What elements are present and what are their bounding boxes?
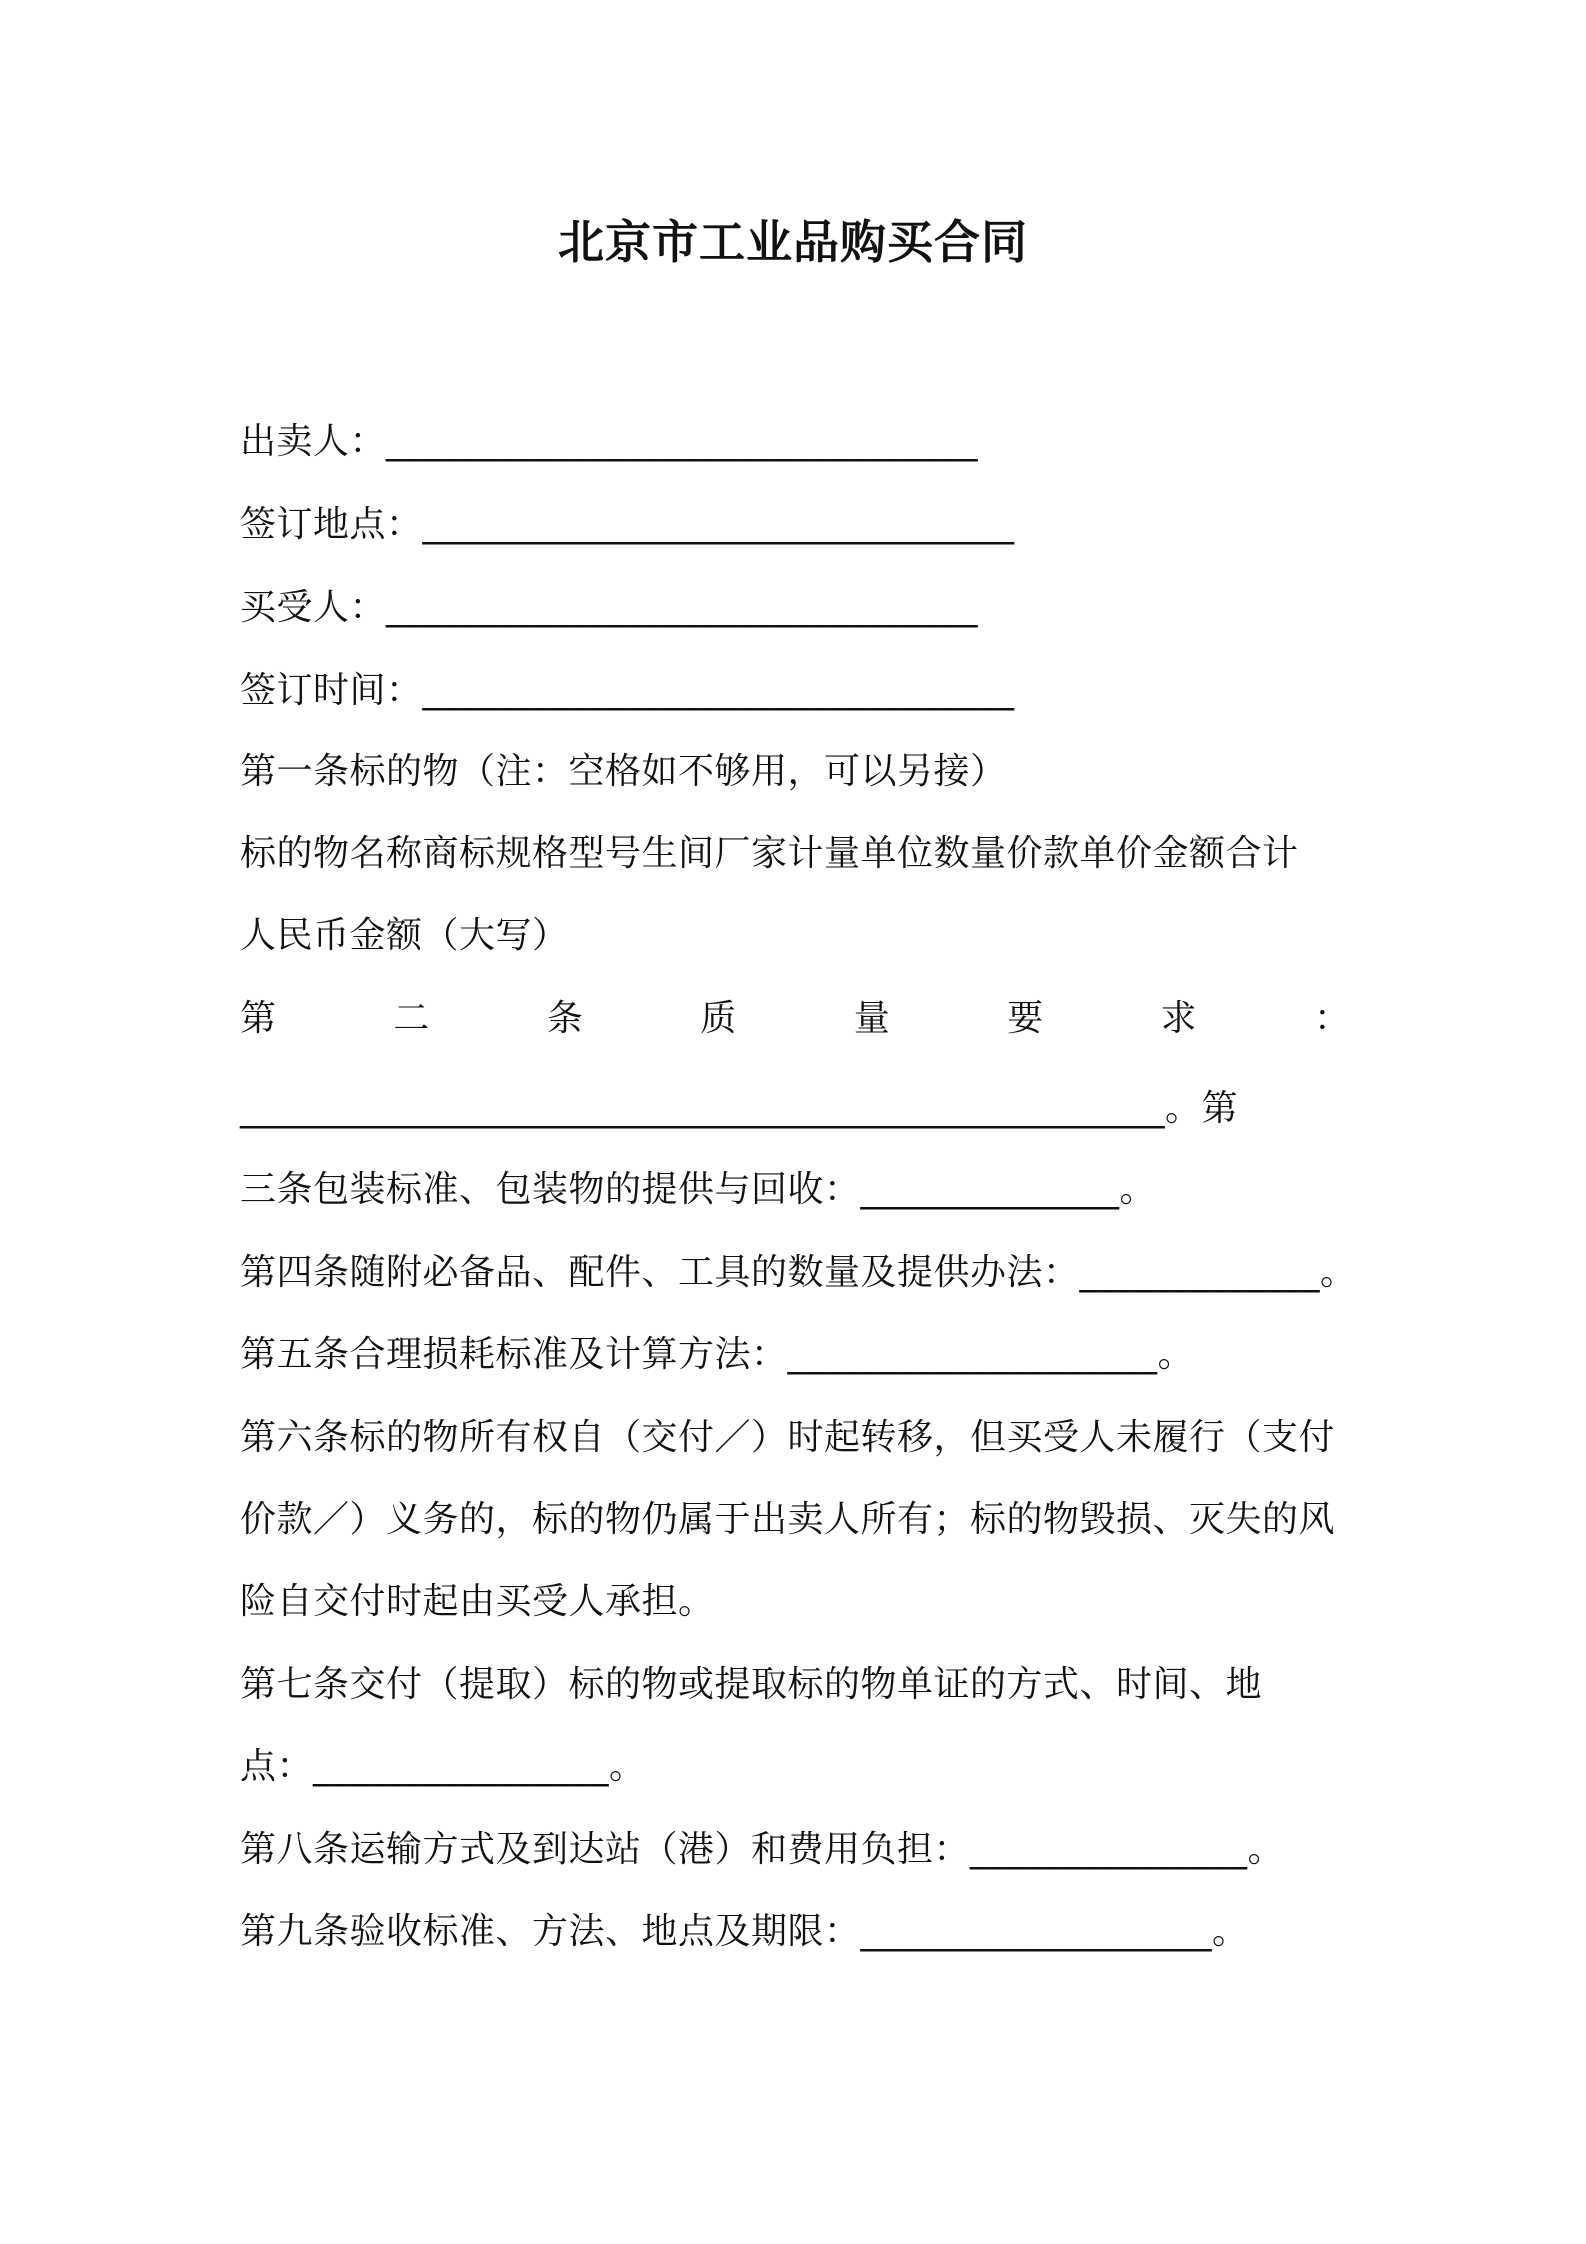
clause-2-blank: __________________________________________________。第 — [240, 1088, 1238, 1129]
clause-2-char: 质 — [700, 998, 737, 1039]
clause-5: 第五条合理损耗标准及计算方法：____________________。 — [240, 1334, 1195, 1375]
clause-2-char: 要 — [1007, 998, 1044, 1039]
seller-field: 出卖人：________________________________ — [240, 421, 979, 462]
clause-2-heading — [240, 994, 1350, 1044]
clause-6-line-1: 第六条标的物所有权自（交付／）时起转移，但买受人未履行（支付 — [240, 1417, 1336, 1458]
clause-1-table-header: 标的物名称商标规格型号生间厂家计量单位数量价款单价金额合计 — [240, 833, 1299, 874]
clause-2-char: 求 — [1160, 998, 1197, 1039]
clause-2-char: 量 — [853, 998, 890, 1039]
clause-2-char: ： — [1313, 998, 1350, 1039]
clause-6-line-2: 价款／）义务的，标的物仍属于出卖人所有；标的物毁损、灭失的风 — [240, 1499, 1336, 1540]
clause-2-char: 条 — [546, 998, 583, 1039]
clause-4: 第四条随附必备品、配件、工具的数量及提供办法：_____________。 — [240, 1252, 1357, 1293]
clause-7-line-2: 点：________________。 — [240, 1746, 646, 1787]
buyer-field: 买受人：________________________________ — [240, 587, 979, 628]
clause-6-line-3: 险自交付时起由买受人承担。 — [240, 1581, 715, 1622]
clause-7-line-1: 第七条交付（提取）标的物或提取标的物单证的方式、时间、地 — [240, 1664, 1263, 1705]
contract-title: 北京市工业品购买合同 — [558, 215, 1028, 269]
clause-2-char: 第 — [240, 998, 277, 1039]
signing-place-field: 签订地点：________________________________ — [240, 504, 1015, 545]
clause-1-heading: 第一条标的物（注：空格如不够用，可以另接） — [240, 751, 1007, 792]
signing-time-field: 签订时间：________________________________ — [240, 670, 1015, 711]
clause-3: 三条包装标准、包装物的提供与回收：______________。 — [240, 1169, 1157, 1210]
clause-8: 第八条运输方式及到达站（港）和费用负担：_______________。 — [240, 1829, 1285, 1870]
clause-9: 第九条验收标准、方法、地点及期限：___________________。 — [240, 1911, 1249, 1952]
clause-2-char: 二 — [393, 998, 430, 1039]
clause-1-rmb-amount: 人民币金额（大写） — [240, 915, 569, 956]
